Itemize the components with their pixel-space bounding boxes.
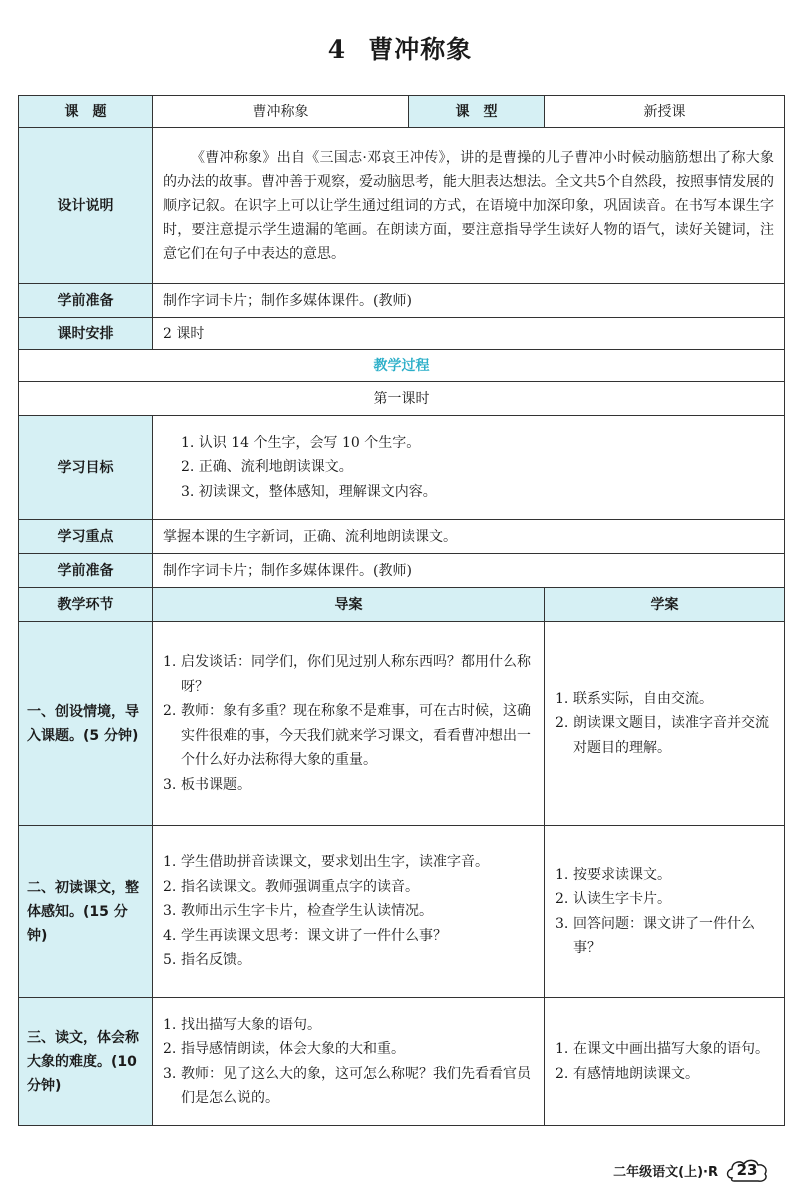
guide-item: 1. 学生借助拼音读课文，要求划出生字，读准字音。 [163, 854, 489, 871]
topic-value: 曹冲称象 [153, 96, 409, 128]
guide-list [163, 650, 534, 797]
prep-value: 制作字词卡片；制作多媒体课件。(教师) [153, 284, 785, 318]
step-stage: 一、创设情境，导入课题。(5 分钟) [19, 622, 153, 826]
step-guide [153, 826, 545, 998]
column-header-guide: 导案 [153, 588, 545, 622]
design-text: 《曹冲称象》出自《三国志·邓哀王冲传》，讲的是曹操的儿子曹冲小时候动脑筋想出了称大象的办法的故事。曹冲善于观察，爱动脑思考，能大胆表达想法。全文共5个自然段，按照事情发展的顺序记叙。在识字上可以让学生通过组词的方式，在语境中加深印象，巩固读音。在书写本课生字时，要注意提示学生遗漏的笔画。在朗读方面，要注意指导学生读好人物的语气，读好关键词，注意它们在句子中表达的意思。 [153, 128, 785, 284]
step-guide [153, 622, 545, 826]
lesson-period-title: 第一课时 [19, 382, 785, 416]
guide-item: 5. 指名反馈。 [163, 952, 251, 969]
learn-item: 1. 联系实际，自由交流。 [555, 690, 713, 707]
prep-value-2: 制作字词卡片；制作多媒体课件。(教师) [153, 554, 785, 588]
columns-header-row [19, 588, 785, 622]
learn-item: 1. 在课文中画出描写大象的语句。 [555, 1041, 769, 1057]
page-number: 23 [736, 1161, 758, 1179]
goal-item: 2. 正确、流利地朗读课文。 [181, 459, 353, 476]
goals-list [163, 431, 774, 505]
step-learn [545, 998, 785, 1126]
goals-cell [153, 416, 785, 520]
info-row-design [19, 128, 785, 284]
guide-item: 3. 教师：见了这么大的象，这可怎么称呢？我们先看看官员们是怎么说的。 [163, 1065, 531, 1106]
focus-value: 掌握本课的生字新词，正确、流利地朗读课文。 [153, 520, 785, 554]
lesson-row [19, 382, 785, 416]
info-row-topic [19, 96, 785, 128]
step-learn [545, 622, 785, 826]
guide-list [163, 1013, 534, 1111]
section-row [19, 350, 785, 382]
schedule-label: 课时安排 [19, 318, 153, 350]
step-guide [153, 998, 545, 1126]
design-label: 设计说明 [19, 128, 153, 284]
learn-list [555, 863, 774, 961]
learn-item: 3. 回答问题：课文讲了一件什么事？ [555, 915, 755, 956]
prep-row-2 [19, 554, 785, 588]
goals-label: 学习目标 [19, 416, 153, 520]
column-header-learn: 学案 [545, 588, 785, 622]
lesson-title [0, 30, 800, 66]
info-row-prep [19, 284, 785, 318]
type-label: 课 型 [409, 96, 545, 128]
learn-item: 1. 按要求读课文。 [555, 866, 671, 883]
lesson-number: 4 [327, 35, 347, 64]
learn-list [555, 687, 774, 761]
schedule-value: 2 课时 [153, 318, 785, 350]
guide-item: 3. 板书课题。 [163, 776, 251, 793]
section-title: 教学过程 [19, 350, 785, 382]
prep-label-2: 学前准备 [19, 554, 153, 588]
lesson-plan-table [18, 95, 785, 1126]
column-header-stage: 教学环节 [19, 588, 153, 622]
guide-item: 2. 指名读课文。教师强调重点字的读音。 [163, 878, 419, 895]
focus-row [19, 520, 785, 554]
info-row-schedule [19, 318, 785, 350]
learn-item: 2. 认读生字卡片。 [555, 891, 671, 907]
guide-item: 3. 教师出示生字卡片，检查学生认读情况。 [163, 903, 433, 920]
guide-item: 4. 学生再读课文思考：课文讲了一件什么事？ [163, 927, 447, 944]
learn-item: 2. 朗读课文题目，读准字音并交流对题目的理解。 [555, 715, 769, 756]
learn-item: 2. 有感情地朗读课文。 [555, 1065, 699, 1082]
lesson-name: 曹冲称象 [368, 35, 473, 64]
guide-item: 2. 教师：象有多重？现在称象不是难事，可在古时候，这确实件很难的事，今天我们就来学习课文，看看曹冲想出一个什么好办法称得大象的重量。 [163, 703, 531, 768]
step-stage: 三、读文，体会称大象的难度。(10 分钟) [19, 998, 153, 1126]
type-value: 新授课 [545, 96, 785, 128]
step-learn [545, 826, 785, 998]
guide-item: 1. 找出描写大象的语句。 [163, 1016, 321, 1033]
goal-item: 3. 初读课文，整体感知，理解课文内容。 [181, 483, 437, 500]
step-row [19, 998, 785, 1126]
step-stage: 二、初读课文，整体感知。(15 分钟) [19, 826, 153, 998]
guide-item: 2. 指导感情朗读，体会大象的大和重。 [163, 1041, 405, 1057]
guide-item: 1. 启发谈话：同学们，你们见过别人称东西吗？都用什么称呀？ [163, 654, 531, 695]
page-footer [613, 1156, 770, 1184]
guide-list [163, 850, 534, 973]
book-name: 二年级语文(上)·R [613, 1164, 718, 1180]
prep-label: 学前准备 [19, 284, 153, 318]
goal-item: 1. 认识 14 个生字，会写 10 个生字。 [181, 434, 421, 451]
goals-row [19, 416, 785, 520]
focus-label: 学习重点 [19, 520, 153, 554]
step-row [19, 622, 785, 826]
learn-list [555, 1037, 774, 1086]
step-row [19, 826, 785, 998]
topic-label: 课 题 [19, 96, 153, 128]
page-number-badge [724, 1156, 770, 1184]
